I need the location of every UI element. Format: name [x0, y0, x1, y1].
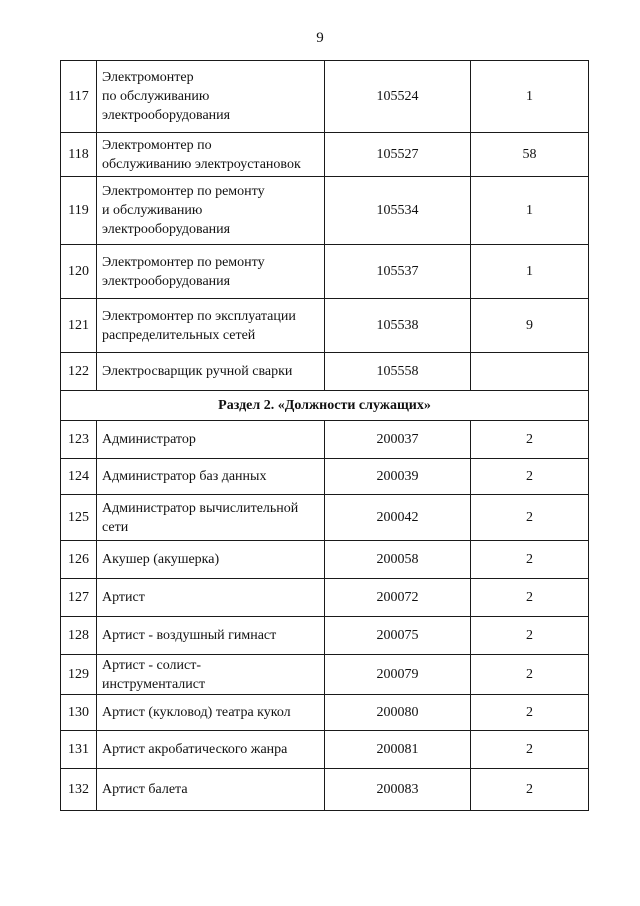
position-name	[97, 769, 325, 811]
section-title: Раздел 2. «Должности служащих»	[61, 391, 589, 421]
position-name	[97, 579, 325, 617]
row-number: 123	[61, 421, 97, 459]
position-count: 2	[471, 459, 589, 495]
position-name-line: по обслуживанию	[102, 89, 210, 104]
position-name	[97, 731, 325, 769]
table-body	[61, 61, 589, 811]
row-number: 125	[61, 495, 97, 541]
position-name-line: Артист - воздушный гимнаст	[102, 628, 277, 643]
position-count: 2	[471, 495, 589, 541]
row-number: 118	[61, 133, 97, 177]
position-code: 200037	[325, 421, 471, 459]
position-code: 200075	[325, 617, 471, 655]
row-number: 126	[61, 541, 97, 579]
page-number: 9	[316, 30, 324, 46]
position-name-line: и обслуживанию	[102, 203, 203, 218]
position-count	[471, 353, 589, 391]
position-code: 105558	[325, 353, 471, 391]
row-number: 122	[61, 353, 97, 391]
position-code: 200080	[325, 695, 471, 731]
row-number: 121	[61, 299, 97, 353]
position-count: 2	[471, 769, 589, 811]
table-row	[61, 459, 589, 495]
table-row	[61, 695, 589, 731]
position-name	[97, 541, 325, 579]
section-header-row	[61, 391, 589, 421]
position-count: 9	[471, 299, 589, 353]
position-name-line: Электромонтер	[102, 70, 194, 85]
position-name	[97, 353, 325, 391]
position-code: 200081	[325, 731, 471, 769]
position-count: 2	[471, 579, 589, 617]
position-code: 200039	[325, 459, 471, 495]
position-count: 1	[471, 245, 589, 299]
position-name-line: Электромонтер по ремонту	[102, 254, 265, 270]
position-name-line: электрооборудования	[102, 108, 231, 123]
position-name-line: распределительных сетей	[102, 327, 256, 343]
position-code: 105534	[325, 177, 471, 245]
row-number: 132	[61, 769, 97, 811]
row-number: 120	[61, 245, 97, 299]
position-count: 2	[471, 731, 589, 769]
position-name	[97, 495, 325, 541]
position-count: 1	[471, 61, 589, 133]
position-name-line: электрооборудования	[102, 273, 231, 289]
position-name	[97, 299, 325, 353]
position-name-line: Акушер (акушерка)	[102, 552, 220, 567]
position-name	[97, 459, 325, 495]
position-name-line: Администратор	[102, 432, 196, 447]
position-name-line: Администратор баз данных	[102, 469, 267, 484]
position-count: 2	[471, 421, 589, 459]
row-number: 129	[61, 655, 97, 695]
table-row	[61, 579, 589, 617]
position-code: 105527	[325, 133, 471, 177]
position-code: 200083	[325, 769, 471, 811]
table-row	[61, 421, 589, 459]
position-name	[97, 133, 325, 177]
row-number: 130	[61, 695, 97, 731]
position-code: 200079	[325, 655, 471, 695]
row-number: 124	[61, 459, 97, 495]
row-number: 127	[61, 579, 97, 617]
position-name	[97, 617, 325, 655]
position-count: 2	[471, 617, 589, 655]
position-name-line: Артист (кукловод) театра кукол	[102, 705, 291, 720]
position-name	[97, 421, 325, 459]
position-code: 200058	[325, 541, 471, 579]
position-name-line: Администратор вычислительной	[102, 500, 299, 516]
position-name-line: Артист акробатического жанра	[102, 742, 288, 757]
table-row	[61, 133, 589, 177]
position-count: 58	[471, 133, 589, 177]
position-name-line: инструменталист	[102, 676, 206, 692]
row-number: 128	[61, 617, 97, 655]
position-code: 105537	[325, 245, 471, 299]
position-name-line: Артист	[102, 590, 145, 605]
table-row	[61, 495, 589, 541]
position-name-line: обслуживанию электроустановок	[102, 156, 301, 172]
table-row	[61, 61, 589, 133]
position-count: 2	[471, 655, 589, 695]
position-name-line: Электромонтер по эксплуатации	[102, 308, 296, 324]
row-number: 131	[61, 731, 97, 769]
position-name	[97, 177, 325, 245]
position-name-line: Артист балета	[102, 782, 188, 797]
position-name	[97, 245, 325, 299]
position-code: 200042	[325, 495, 471, 541]
position-count: 2	[471, 541, 589, 579]
position-code: 105538	[325, 299, 471, 353]
position-count: 2	[471, 695, 589, 731]
position-name	[97, 61, 325, 133]
row-number: 117	[61, 61, 97, 133]
position-code: 200072	[325, 579, 471, 617]
table-row	[61, 299, 589, 353]
table-row	[61, 617, 589, 655]
position-name-line: Электросварщик ручной сварки	[102, 364, 293, 379]
position-name	[97, 655, 325, 695]
position-name	[97, 695, 325, 731]
position-code: 105524	[325, 61, 471, 133]
table-row	[61, 353, 589, 391]
table-row	[61, 245, 589, 299]
position-name-line: сети	[102, 519, 129, 535]
position-name-line: Электромонтер по	[102, 137, 212, 153]
table-row	[61, 731, 589, 769]
position-name-line: электрооборудования	[102, 222, 231, 237]
table-row	[61, 655, 589, 695]
row-number: 119	[61, 177, 97, 245]
position-count: 1	[471, 177, 589, 245]
position-name-line: Электромонтер по ремонту	[102, 184, 265, 199]
professions-table	[60, 60, 589, 811]
table-row	[61, 769, 589, 811]
position-name-line: Артист - солист-	[102, 657, 202, 673]
table-row	[61, 541, 589, 579]
table-row	[61, 177, 589, 245]
